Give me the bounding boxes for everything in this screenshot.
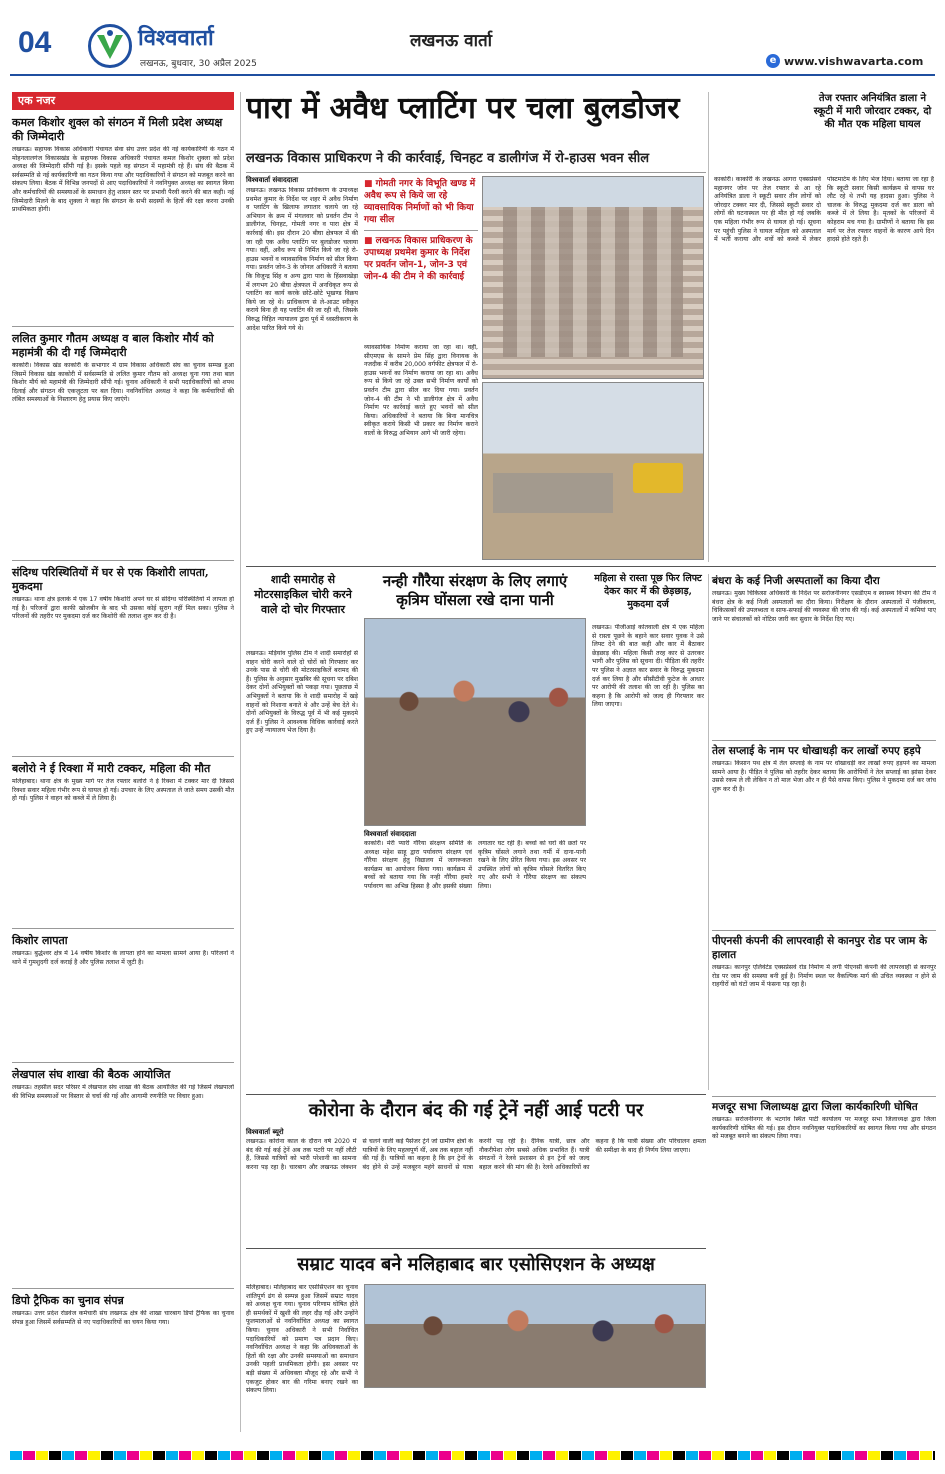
mid-center-byline: विश्ववार्ता संवाददाता <box>364 830 417 838</box>
website-link[interactable]: www.vishwavarta.com <box>784 55 924 68</box>
mid-right-small-headline: महिला से रास्ता पूछ फिर लिफ्ट देकर कार में की छेड़छाड़, मुकदमा दर्ज <box>594 573 702 610</box>
highlight-text: लखनऊ विकास प्राधिकरण के उपाध्यक्ष प्रथमेश कुमार के निर्देश पर प्रवर्तन जोन-1, जोन-3 एवं जोन-4 की टीम ने की कार्रवाई <box>364 236 473 282</box>
brief-headline: मजदूर सभा जिलाध्यक्ष द्वारा जिला कार्यकारिणी घोषित <box>712 1101 918 1113</box>
lead-subhead: लखनऊ विकास प्राधिकरण ने की कार्रवाई, चिनहट व डालीगंज में रो-हाउस भवन सील <box>246 151 650 166</box>
brief-text: लखनऊ। सहायक विकास अधिकारी पंचायत सेवा संघ उत्तर प्रदेश की नई कार्यकारिणी के गठन में मोहनलालगंज विकासखंड के सहायक विकास अधिकारी पंचायत कमल किशोर शुक्ला को प्रदेश अध्यक्ष की जिम्मेदारी सौंपी गई है। इसके पहले वह संगठन में महामंत्री रहे हैं। संघ की बैठक में सर्वसम्मति से नई कार्यकारिणी का गठन किया गया और पदाधिकारियों ने संगठन को मजबूत करने का संकल्प लिया। बैठक में विभिन्न जनपदों से आए पदाधिकारियों ने नवनियुक्त अध्यक्ष का स्वागत किया और कर्मचारियों की समस्याओं के समाधान हेतु शासन स्तर पर प्रभावी पैरवी करने की बात कही। नई जिम्मेदारी मिलने के बाद शुक्ला ने कहा कि संगठन के सभी सदस्यों के हितों की रक्षा करना उनकी प्राथमिकता होगी। <box>12 146 234 214</box>
section-title: लखनऊ वार्ता <box>410 31 493 51</box>
web-icon: e <box>766 54 780 68</box>
right-brief-2 <box>712 744 936 936</box>
photo-building <box>503 207 683 357</box>
bullet-icon: ■ <box>364 179 376 189</box>
paper-name: विश्ववार्ता <box>138 25 214 51</box>
brief-text: लखनऊ। मुख्य चिकित्सा अधिकारी के निर्देश पर सरोजनीनगर एसडीएम व स्वास्थ्य विभाग की टीम ने बंधरा क्षेत्र के कई निजी अस्पतालों का दौरा किया। निरीक्षण के दौरान अस्पतालों में पंजीकरण, चिकित्सकों की उपलब्धता व साफ-सफाई की व्यवस्था की जांच की गई। कई अस्पतालों में कमियां पाए जाने पर संचालकों को नोटिस जारी कर सुधार के निर्देश दिए गए। <box>712 590 936 623</box>
right-top-text: काकोरी। काकोरी के लखनऊ आगरा एक्सप्रेसवे महानगर जोन पर तेज रफ्तार से आ रहे अनियंत्रित डाला ने स्कूटी सवार तीन लोगों को जोरदार टक्कर मार दी, जिससे स्कूटी सवार दो लोगों की घटनास्थल पर ही मौत हो गई जबकि एक महिला गंभीर रूप से घायल हो गई। सूचना पर पहुंची पुलिस ने घायल महिला को अस्पताल में भर्ती कराया और शवों को कब्जे में लेकर पोस्टमार्टम के लिए भेज दिया। बताया जा रहा है कि स्कूटी सवार किसी कार्यक्रम से वापस घर लौट रहे थे तभी यह हादसा हुआ। पुलिस ने चालक के विरुद्ध मुकदमा दर्ज कर डाला को कब्जे में ले लिया है। मृतकों के परिजनों में कोहराम मच गया है। ग्रामीणों ने बताया कि इस मार्ग पर तेज रफ्तार वाहनों के कारण आये दिन हादसे होते रहते हैं। <box>714 176 934 244</box>
bottom-photo <box>364 1284 706 1388</box>
bullet-icon: ■ <box>364 236 376 246</box>
mid-center-text: काकोरी। मेरी प्यारी गौरैया संरक्षण समिति के अध्यक्ष महेश साहू द्वारा पर्यावरण संरक्षण एवं गौरैया संरक्षण हेतु विद्यालय में जागरूकता कार्यक्रम का आयोजन किया गया। कार्यक्रम में बच्चों को बताया गया कि नन्ही गौरैया हमारे पर्यावरण का अभिन्न हिस्सा है और इसकी संख्या लगातार घट रही है। बच्चों को घरों की छतों पर कृत्रिम घोंसले लगाने तथा गर्मी में दाना-पानी रखने के लिए प्रेरित किया गया। इस अवसर पर उपस्थित लोगों को कृत्रिम घोंसले वितरित किए गए और सभी ने गौरैया संरक्षण का संकल्प लिया। <box>364 840 586 890</box>
brief-text: लखनऊ। बुद्धेश्वर क्षेत्र में 14 वर्षीय किशोर के लापता होने का मामला सामने आया है। परिजनों ने थाने में गुमशुदगी दर्ज कराई है और पुलिस तलाश में जुटी है। <box>12 950 234 966</box>
brief-text: लखनऊ। कानपुर एलिवेटेड एक्सप्रेसवे रोड निर्माण में लगी पीएनसी कंपनी की लापरवाही से कानपुर रोड पर जाम की समस्या बनी हुई है। निर्माण स्थल पर वैकल्पिक मार्ग की उचित व्यवस्था न होने से राहगीरों को घंटों जाम में फंसना पड़ रहा है। <box>712 964 936 989</box>
lead-highlights <box>364 178 478 338</box>
brief-text: काकोरी। विकास खंड काकोरी के सभागार में ग्राम विकास अधिकारी संघ का चुनाव सम्पन्न हुआ जिसमें विकास खंड काकोरी में सर्वसम्मति से ललित कुमार गौतम को अध्यक्ष चुना गया तथा बाल किशोर मौर्य को महामंत्री की जिम्मेदारी सौंपी गई। चुनाव अधिकारी ने सभी पदाधिकारियों को शपथ दिलाई और संगठन की एकजुटता पर बल दिया। नवनिर्वाचित अध्यक्ष ने कहा कि कर्मचारियों की लंबित समस्याओं के निस्तारण हेतु प्रयास किए जाएंगे। <box>12 362 234 404</box>
brief-text: लखनऊ। उत्तर प्रदेश रोडवेज कर्मचारी संघ लखनऊ क्षेत्र की शाखा चारबाग डिपो ट्रैफिक का चुनाव संपन्न हुआ जिसमें सर्वसम्मति से नए पदाधिकारियों का चयन किया गया। <box>12 1310 234 1326</box>
right-mid-stack <box>712 574 936 1090</box>
brief-headline: ललित कुमार गौतम अध्यक्ष व बाल किशोर मौर्य को महामंत्री की दी गई जिम्मेदारी <box>12 332 214 359</box>
right-top-headline: तेज रफ्तार अनियंत्रित डाला ने स्कूटी में मारी जोरदार टक्कर, दो की मौत एक महिला घायल <box>813 93 932 130</box>
brief-3 <box>12 566 234 756</box>
lead-photo-site <box>482 382 704 560</box>
brief-text: लखनऊ। सरोजनीनगर के भटगांव स्थित पार्टी कार्यालय पर मजदूर सभा जिलाध्यक्ष द्वारा जिला कार्यकारिणी घोषित की गई। इस दौरान नवनियुक्त पदाधिकारियों का स्वागत किया गया और संगठन को मजबूत बनाने का संकल्प लिया गया। <box>712 1116 936 1141</box>
lead-photo-building <box>482 176 704 379</box>
brief-headline: संदिग्ध परिस्थितियों में घर से एक किशोरी लापता, मुकदमा <box>12 566 209 593</box>
left-column <box>12 92 234 1432</box>
bottom-headline: सम्राट यादव बने मलिहाबाद बार एसोसिएशन के अध्यक्ष <box>297 1254 655 1275</box>
lead-text-1: लखनऊ। लखनऊ विकास प्राधिकरण के उपाध्यक्ष प्रथमेश कुमार के निर्देश पर शहर में अवैध निर्माण व प्लाटिंग के खिलाफ लगातार चलाये जा रहे अभियान के क्रम में मंगलवार को प्रवर्तन टीम ने डालीगंज, चिनहट, गोमती नगर व पारा क्षेत्र में कार्रवाई की। इस दौरान 20 बीघा क्षेत्रफल में की जा रही एक अवैध प्लाटिंग पर बुलडोजर चलाया गया। वहीं, अवैध रूप से निर्मित किये जा रहे रो-हाउस भवनों व व्यावसायिक निर्माण को सील किया गया। प्रवर्तन जोन-3 के जोनल अधिकारी ने बताया कि विजुन्द्र सिंह व अन्य द्वारा पारा के हिंसवाखेड़ा में लगभग 20 बीघा क्षेत्रफल में अनधिकृत रूप से प्लाटिंग का कार्य करके छोटे-छोटे भूखण्ड विक्रय किये जा रहे थे। प्राधिकरण से ले-आउट स्वीकृत कराये बिना ही यह प्लाटिंग की जा रही थी, जिसके विरुद्ध विहित न्यायालय द्वारा पूर्व में ध्वस्तीकरण के आदेश पारित किये गये थे। <box>246 187 358 332</box>
photo-sky <box>483 177 703 207</box>
mid-center-headline: नन्ही गौरैया संरक्षण के लिए लगाएं कृत्रिम घोंसला रखे दाना पानी <box>382 572 568 609</box>
brief-4 <box>12 762 234 928</box>
brief-6 <box>12 1068 234 1284</box>
brief-headline: किशोर लापता <box>12 934 68 947</box>
lead-text-2: व्यावसायिक निर्माण कराया जा रहा था। वहीं, सीएमएस के सामने प्रेम सिंह द्वारा विनायक के नजदीक में करीब 20,000 वर्गफीट क्षेत्रफल में रो-हाउस भवनों का निर्माण कराया जा रहा था। अवैध रूप से किये जा रहे उक्त सभी निर्माण कार्यों को प्रवर्तन टीम द्वारा सील कर दिया गया। प्रवर्तन जोन-4 की टीम ने भी डालीगंज क्षेत्र में अवैध निर्माण पर कार्रवाई करते हुए भवनों को सील किया। अधिकारियों ने बताया कि बिना मानचित्र स्वीकृत कराये किसी भी प्रकार का निर्माण कराने वालों के विरुद्ध अभियान आगे भी जारी रहेगा। <box>364 344 478 437</box>
brief-headline: पीएनसी कंपनी की लापरवाही से कानपुर रोड पर जाम के हालात <box>712 935 928 961</box>
covid-byline: विश्ववार्ता ब्यूरो <box>246 1128 284 1136</box>
right-brief-1 <box>712 574 936 734</box>
logo-icon <box>88 24 132 68</box>
dateline: लखनऊ, बुधवार, 30 अप्रैल 2025 <box>140 59 257 69</box>
lead-byline: विश्ववार्ता संवाददाता <box>246 176 299 184</box>
mid-left-headline: शादी समारोह से मोटरसाइकिल चोरी करने वाले दो चोर गिरफ्तार <box>254 573 352 616</box>
brief-text: लखनऊ। किसान पथ क्षेत्र में तेल सप्लाई के नाम पर धोखाधड़ी कर लाखों रुपए हड़पने का मामला सामने आया है। पीड़ित ने पुलिस को तहरीर देकर बताया कि आरोपियों ने तेल सप्लाई का झांसा देकर उससे रकम ले ली लेकिन न तो माल भेजा और न ही पैसे वापस किए। पुलिस ने मुकदमा दर्ज कर जांच शुरू कर दी है। <box>712 760 936 793</box>
brief-headline: बलोरो ने ई रिक्शा में मारी टक्कर, महिला की मौत <box>12 762 211 775</box>
brief-7 <box>12 1294 234 1430</box>
right-brief-4 <box>712 1100 936 1416</box>
brief-text: लखनऊ। थाना क्षेत्र इलाके में एक 17 वर्षीय किशोरी अपने घर से संदिग्ध परिस्थितियों में लापता हो गई है। परिजनों द्वारा काफी खोजबीन के बाद भी उसका कोई सुराग नहीं मिल सका। पुलिस ने परिजनों की तहरीर पर मुकदमा दर्ज कर किशोरी की तलाश शुरू कर दी है। <box>12 596 234 621</box>
covid-text: लखनऊ। कोरोना काल के दौरान वर्ष 2020 में बंद की गई कई ट्रेनें अब तक पटरी पर नहीं लौटी हैं, जिससे यात्रियों को भारी परेशानी का सामना करना पड़ रहा है। चारबाग और लखनऊ जंक्शन से चलने वाली कई पैसेंजर ट्रेनें जो ग्रामीण क्षेत्रों के यात्रियों के लिए महत्वपूर्ण थीं, अब तक बहाल नहीं की गई हैं। यात्रियों का कहना है कि इन ट्रेनों के बंद होने से उन्हें मजबूरन महंगे साधनों से यात्रा करनी पड़ रही है। दैनिक यात्री, छात्र और नौकरीपेशा लोग सबसे अधिक प्रभावित हैं। यात्री संगठनों ने रेलवे प्रशासन से इन ट्रेनों को जल्द बहाल करने की मांग की है। रेलवे अधिकारियों का कहना है कि यात्री संख्या और परिचालन क्षमता की समीक्षा के बाद ही निर्णय लिया जाएगा। <box>246 1138 706 1171</box>
highlight-text: गोमती नगर के विभूति खण्ड में अवैध रूप से किये जा रहे व्यावसायिक निर्माणों को भी किया गया सील <box>364 179 476 225</box>
brief-2 <box>12 332 234 558</box>
right-brief-3 <box>712 934 936 1084</box>
bottom-text-2 <box>364 1392 706 1430</box>
color-registration-strip <box>10 1446 935 1460</box>
brief-5 <box>12 934 234 1068</box>
lead-headline: पारा में अवैध प्लाटिंग पर चला बुलडोजर <box>246 91 680 126</box>
masthead <box>10 18 935 76</box>
mid-center-photo <box>364 618 586 826</box>
brief-text: मलिहाबाद। थाना क्षेत्र के मुख्य मार्ग पर तेज रफ्तार बलोरो ने ई रिक्शा में टक्कर मार दी जिससे रिक्शा सवार महिला गंभीर रूप से घायल हो गई। उपचार के लिए अस्पताल ले जाते समय उसकी मौत हो गई। पुलिस ने वाहन को कब्जे में ले लिया है। <box>12 778 234 803</box>
brief-1 <box>12 116 234 316</box>
photo-bulldozer <box>633 463 683 493</box>
brief-headline: डिपो ट्रैफिक का चुनाव संपन्न <box>12 1294 124 1307</box>
lead-body-col1 <box>246 176 358 560</box>
brief-headline: कमल किशोर शुक्ल को संगठन में मिली प्रदेश अध्यक्ष की जिम्मेदारी <box>12 116 223 143</box>
brief-headline: तेल सप्लाई के नाम पर धोखाधड़ी कर लाखों रुपए हड़पे <box>712 745 921 757</box>
brief-headline: बंधरा के कई निजी अस्पतालों का किया दौरा <box>712 575 880 587</box>
highlight-1 <box>364 178 478 226</box>
mid-left-text: लखनऊ। मड़ियांव पुलिस टीम ने शादी समारोहों से वाहन चोरी करने वाले दो चोरों को गिरफ्तार कर उनके पास से चोरी की मोटरसाइकिलें बरामद की हैं। पुलिस के अनुसार मुखबिर की सूचना पर दबिश देकर दोनों अभियुक्तों को पकड़ा गया। पूछताछ में अभियुक्तों ने बताया कि वे शादी समारोह में खड़े वाहनों को निशाना बनाते थे और उन्हें बेच देते थे। दोनों अभियुक्तों के विरुद्ध पूर्व में भी कई मुकदमे दर्ज हैं। पुलिस ने आवश्यक विधिक कार्रवाई करते हुए उन्हें न्यायालय भेज दिया है। <box>246 650 358 735</box>
page-number: 04 <box>18 26 52 59</box>
brief-text: लखनऊ। तहसील सदर परिसर में लेखपाल संघ शाखा की बैठक आयोजित की गई जिसमें लेखपालों की विभिन्न समस्याओं पर विस्तार से चर्चा की गई और आगामी रणनीति पर विचार हुआ। <box>12 1084 234 1100</box>
bottom-text-1: मलिहाबाद। मलिहाबाद बार एसोसिएशन का चुनाव शांतिपूर्ण ढंग से सम्पन्न हुआ जिसमें सम्राट यादव को अध्यक्ष चुना गया। चुनाव परिणाम घोषित होते ही समर्थकों में खुशी की लहर दौड़ गई और उन्होंने फूलमालाओं से नवनिर्वाचित अध्यक्ष का स्वागत किया। चुनाव अधिकारी ने सभी निर्वाचित पदाधिकारियों को प्रमाण पत्र प्रदान किए। नवनिर्वाचित अध्यक्ष ने कहा कि अधिवक्ताओं के हितों की रक्षा और उनकी समस्याओं का समाधान उनकी पहली प्राथमिकता होगी। इस अवसर पर बड़ी संख्या में अधिवक्ता मौजूद रहे और सभी ने एकजुट होकर बार की गरिमा बनाए रखने का संकल्प लिया। <box>246 1284 358 1395</box>
covid-headline: कोरोना के दौरान बंद की गई ट्रेनें नहीं आई पटरी पर <box>308 1100 644 1121</box>
mid-right-small-text: लखनऊ। पीजीआई कोतवाली क्षेत्र में एक महिला से रास्ता पूछने के बहाने कार सवार युवक ने उसे लिफ्ट देने की बात कही और कार में बैठाकर छेड़छाड़ की। महिला किसी तरह कार से उतरकर भागी और पुलिस को सूचना दी। पीड़िता की तहरीर पर पुलिस ने अज्ञात कार सवार के विरुद्ध मुकदमा दर्ज कर लिया है और सीसीटीवी फुटेज के आधार पर आरोपी की तलाश की जा रही है। पुलिस का कहना है कि आरोपी को जल्द ही गिरफ्तार कर लिया जाएगा। <box>592 624 704 709</box>
brief-headline: लेखपाल संघ शाखा की बैठक आयोजित <box>12 1068 171 1081</box>
kicker-ek-nazar: एक नजर <box>12 92 234 110</box>
highlight-2 <box>364 235 478 283</box>
photo-wall <box>493 473 613 513</box>
